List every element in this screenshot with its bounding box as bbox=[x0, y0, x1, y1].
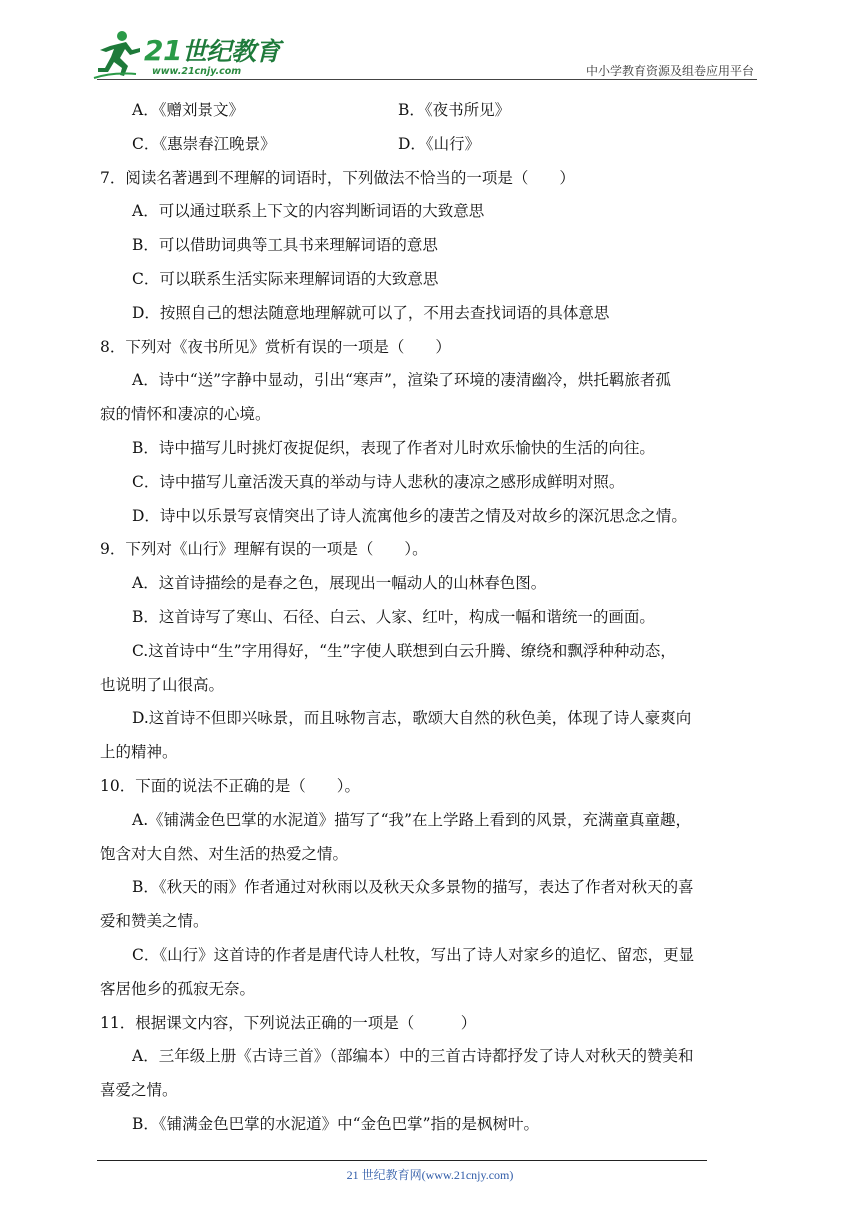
option-continuation: 上的精神。 bbox=[100, 743, 178, 762]
question-stem: 10．下面的说法不正确的是（ ）。 bbox=[100, 776, 360, 795]
option-continuation: 寂的情怀和凄凉的心境。 bbox=[100, 405, 271, 424]
brand-logo bbox=[92, 28, 280, 80]
answer-option: A．三年级上册《古诗三首》（部编本）中的三首古诗都抒发了诗人对秋天的赞美和 bbox=[132, 1047, 694, 1066]
runner-logo-icon bbox=[92, 28, 144, 80]
footer-divider bbox=[97, 1160, 707, 1161]
header-divider bbox=[97, 79, 757, 80]
answer-option: B．这首诗写了寒山、石径、白云、人家、红叶，构成一幅和谐统一的画面。 bbox=[132, 607, 655, 626]
option-continuation: 喜爱之情。 bbox=[100, 1081, 178, 1100]
option-d: D．《山行》 bbox=[398, 134, 481, 153]
answer-option: B．可以借助词典等工具书来理解词语的意思 bbox=[132, 236, 438, 255]
answer-option: D．诗中以乐景写哀情突出了诗人流寓他乡的凄苦之情及对故乡的深沉思念之情。 bbox=[132, 506, 687, 525]
answer-option: C.这首诗中“生”字用得好，“生”字使人联想到白云升腾、缭绕和飘浮种种动态， bbox=[132, 641, 676, 660]
answer-option: A．可以通过联系上下文的内容判断词语的大致意思 bbox=[132, 202, 485, 221]
answer-option: B．《铺满金色巴掌的水泥道》中“金色巴掌”指的是枫树叶。 bbox=[132, 1114, 539, 1133]
logo-url: www.21cnjy.com bbox=[152, 66, 242, 77]
option-c: C．《惠崇春江晚景》 bbox=[132, 134, 276, 153]
question-lines bbox=[100, 162, 764, 1142]
question-stem: 8．下列对《夜书所见》赏析有误的一项是（ ） bbox=[100, 337, 451, 356]
answer-option: C．诗中描写儿童活泼天真的举动与诗人悲秋的凄凉之感形成鲜明对照。 bbox=[132, 472, 625, 491]
platform-title: 中小学教育资源及组卷应用平台 bbox=[585, 64, 754, 78]
answer-option: A.《铺满金色巴掌的水泥道》描写了“我”在上学路上看到的风景，充满童真童趣， bbox=[132, 810, 691, 829]
option-continuation: 也说明了山很高。 bbox=[100, 675, 225, 694]
answer-option: A．这首诗描绘的是春之色，展现出一幅动人的山林春色图。 bbox=[132, 574, 547, 593]
question-stem: 11．根据课文内容，下列说法正确的一项是（ ） bbox=[100, 1013, 477, 1032]
option-continuation: 饱含对大自然、对生活的热爱之情。 bbox=[100, 844, 349, 863]
options-row bbox=[100, 94, 764, 128]
options-row bbox=[100, 128, 764, 162]
answer-option: A．诗中“送”字静中显动，引出“寒声”，渲染了环境的凄清幽冷，烘托羁旅者孤 bbox=[132, 371, 671, 390]
page-header bbox=[0, 0, 860, 86]
option-a: A．《赠刘景文》 bbox=[132, 101, 244, 119]
option-continuation: 爱和赞美之情。 bbox=[100, 912, 209, 931]
answer-option: C．《山行》这首诗的作者是唐代诗人杜牧，写出了诗人对家乡的追忆、留恋，更显 bbox=[132, 945, 695, 964]
answer-option: D．按照自己的想法随意地理解就可以了，不用去查找词语的具体意思 bbox=[132, 303, 610, 322]
answer-option: C．可以联系生活实际来理解词语的大致意思 bbox=[132, 269, 439, 288]
answer-option: B．诗中描写儿时挑灯夜捉促织，表现了作者对儿时欢乐愉快的生活的向往。 bbox=[132, 438, 655, 457]
question-stem: 9．下列对《山行》理解有误的一项是（ ）。 bbox=[100, 540, 428, 559]
question-stem: 7．阅读名著遇到不理解的词语时，下列做法不恰当的一项是（ ） bbox=[100, 168, 575, 187]
option-b: B．《夜书所见》 bbox=[398, 101, 511, 119]
option-continuation: 客居他乡的孤寂无奈。 bbox=[100, 979, 256, 998]
answer-option: D.这首诗不但即兴咏景，而且咏物言志，歌颂大自然的秋色美，体现了诗人豪爽向 bbox=[132, 709, 692, 728]
exam-content bbox=[100, 94, 764, 1142]
footer-source: 21 世纪教育网(www.21cnjy.com) bbox=[346, 1168, 514, 1182]
logo-wordmark: 21世纪教育 bbox=[144, 34, 280, 67]
answer-option: B．《秋天的雨》作者通过对秋雨以及秋天众多景物的描写，表达了作者对秋天的喜 bbox=[132, 878, 694, 897]
